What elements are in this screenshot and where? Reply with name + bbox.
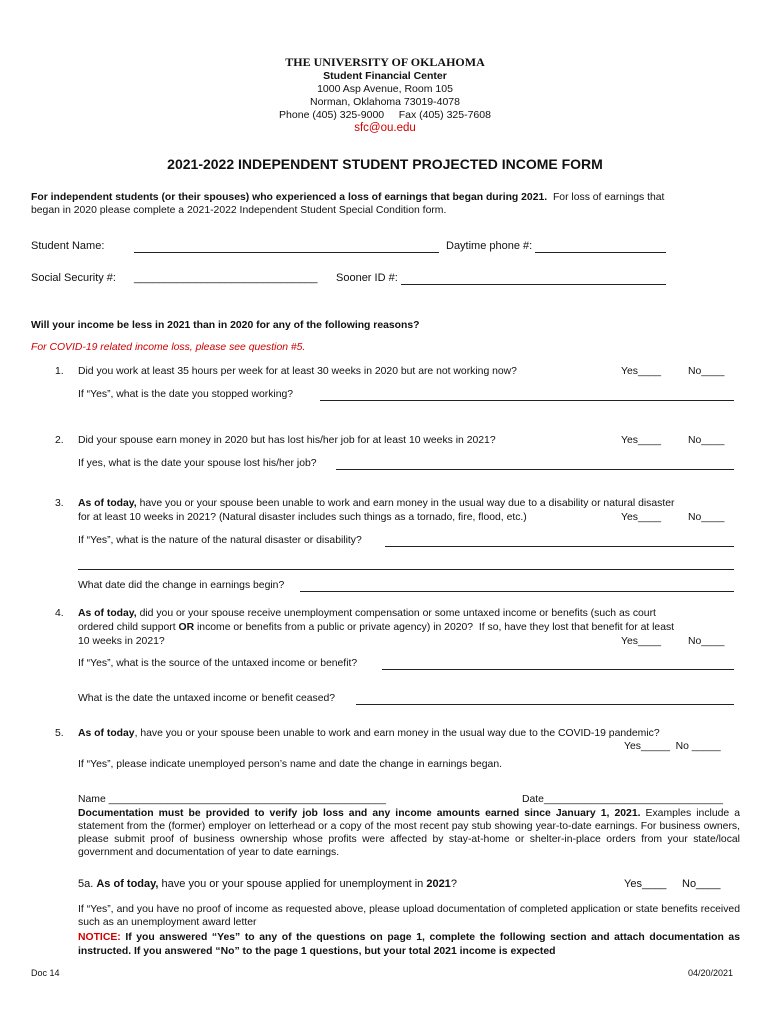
q1-number: 1. [55,366,64,377]
intro-bold: For independent students (or their spouses) who experienced a loss of earnings that began during 2021. [31,192,548,203]
q3-followup-1: If “Yes”, what is the nature of the natural disaster or disability? [78,535,362,546]
phone-fax: Phone (405) 325-9000 Fax (405) 325-7608 [279,109,491,121]
q5-line-1 [78,728,660,739]
q5-yes-no[interactable]: Yes_____ No _____ [624,741,721,752]
q2-yes[interactable]: Yes____ [621,435,662,446]
q4-number: 4. [55,608,64,619]
intro-rest: For loss of earnings that [547,192,665,203]
q5-number: 5. [55,728,64,739]
q4-text-2a: ordered child support [78,622,179,633]
notice-label: NOTICE: [78,932,121,943]
address-line-1: 1000 Asp Avenue, Room 105 [317,83,453,95]
q4-date-field[interactable] [356,704,734,705]
notice-text: If you answered “Yes” to any of the questions on page 1, complete the following section and attach documentation as instructed. If you answered “No” to the page 1 questions, but your total 2021 income is expected [78,932,740,957]
q3-yes[interactable]: Yes____ [621,512,662,523]
ssn-label: Social Security #: [31,272,116,284]
email-link[interactable]: sfc@ou.edu [354,122,416,134]
q5a-yes[interactable]: Yes____ [624,878,667,890]
q5a-lead: As of today, [96,878,159,890]
q4-line-2 [78,622,674,633]
q4-lead: As of today, [78,608,137,619]
address-line-2: Norman, Oklahoma 73019-4078 [309,96,460,108]
q5-name-field[interactable]: Name ________________________________________________ [78,794,386,805]
ssn-field[interactable]: ______________________________ [134,272,318,284]
q3-number: 3. [55,498,64,509]
q3-nature-field[interactable] [385,546,734,547]
q5-doc-bold: Documentation must be provided to verify job loss and any income amounts earned since January 1, 2021. [78,808,641,819]
q1-text: Did you work at least 35 hours per week for at least 30 weeks in 2020 but are not working now? [78,366,517,377]
q5-text-1: , have you or your spouse been unable to work and earn money in the usual way due to the COVID-19 pandemic? [134,728,660,739]
university-name: THE UNIVERSITY OF OKLAHOMA [285,55,485,69]
notice [78,931,740,959]
q5a-followup: If “Yes”, and you have no proof of income as requested above, please upload documentation of completed application or state benefits received such as an unemployment award letter [78,904,740,928]
q3-line-1 [78,498,674,509]
q4-line-3: 10 weeks in 2021? [78,636,165,647]
q3-text-1: have you or your spouse been unable to work and earn money in the usual way due to a disability or natural disaster [136,498,675,509]
q3-no[interactable]: No____ [688,512,725,523]
q5-date-field[interactable]: Date_______________________________ [522,794,724,805]
q2-followup: If yes, what is the date your spouse lost his/her job? [78,458,317,469]
q5-followup: If “Yes”, please indicate unemployed person’s name and date the change in earnings began. [78,759,503,770]
q1-yes[interactable]: Yes____ [621,366,662,377]
q4-text-2b: income or benefits from a public or private agency) in 2020? If so, have they lost that benefit for at least [194,622,675,633]
sooner-id-label: Sooner ID #: [336,272,398,284]
q2-text: Did your spouse earn money in 2020 but has lost his/her job for at least 10 weeks in 2021? [78,435,496,446]
q5a-line [78,878,457,890]
q1-followup: If “Yes”, what is the date you stopped working? [78,389,294,400]
q4-yes[interactable]: Yes____ [621,636,662,647]
q4-no[interactable]: No____ [688,636,725,647]
q5-documentation [78,807,740,859]
q2-no[interactable]: No____ [688,435,725,446]
section-question: Will your income be less in 2021 than in 2020 for any of the following reasons? [31,320,420,331]
q3-lead: As of today, [78,498,137,509]
office-name: Student Financial Center [323,70,447,82]
intro-line-2: began in 2020 please complete a 2021-2022 Independent Student Special Condition form. [31,205,447,216]
student-name-label: Student Name: [31,240,105,252]
q4-followup-2: What is the date the untaxed income or benefit ceased? [78,693,336,704]
intro-line-1 [31,192,664,203]
q5-doc-rest: Examples include a statement from the (former) employer on letterhead or a copy of the most recent pay stub showing year-to-date earnings. For business owners, please submit proof of business ownership whose profits were affected by stay-at-home or shelter-in-place orders from your state/local government and documentation of year to date earnings. [78,808,740,858]
footer-date: 04/20/2021 [688,968,734,978]
q5a-year: 2021 [426,878,451,890]
q4-source-field[interactable] [382,669,734,670]
q2-date-field[interactable] [336,469,734,470]
covid-note: For COVID-19 related income loss, please see question #5. [31,342,306,353]
q4-or: OR [178,622,195,633]
q1-date-field[interactable] [320,400,734,401]
q2-number: 2. [55,435,64,446]
q5a-text-2: ? [450,878,457,890]
sooner-id-field[interactable] [401,284,666,285]
footer-doc-number: Doc 14 [31,968,60,978]
q4-followup-1: If “Yes”, what is the source of the untaxed income or benefit? [78,658,358,669]
q3-nature-field-2[interactable] [78,569,734,570]
q5a-text-1: have you or your spouse applied for unemployment in [158,878,427,890]
q5-lead: As of today [78,728,135,739]
q4-text-1: did you or your spouse receive unemployment compensation or some untaxed income or benefits (such as court [136,608,656,619]
form-title: 2021-2022 INDEPENDENT STUDENT PROJECTED INCOME FORM [167,156,603,172]
q4-line-1 [78,608,656,619]
q3-line-2: for at least 10 weeks in 2021? (Natural disaster includes such things as a tornado, fire, flood, etc.) [78,512,527,523]
q3-followup-2: What date did the change in earnings begin? [78,580,285,591]
daytime-phone-label: Daytime phone #: [446,240,533,252]
q5a-no[interactable]: No____ [682,878,721,890]
q5a-number: 5a. [78,878,94,890]
daytime-phone-field[interactable] [535,252,666,253]
student-name-field[interactable] [134,252,439,253]
q3-date-field[interactable] [300,591,734,592]
q1-no[interactable]: No____ [688,366,725,377]
